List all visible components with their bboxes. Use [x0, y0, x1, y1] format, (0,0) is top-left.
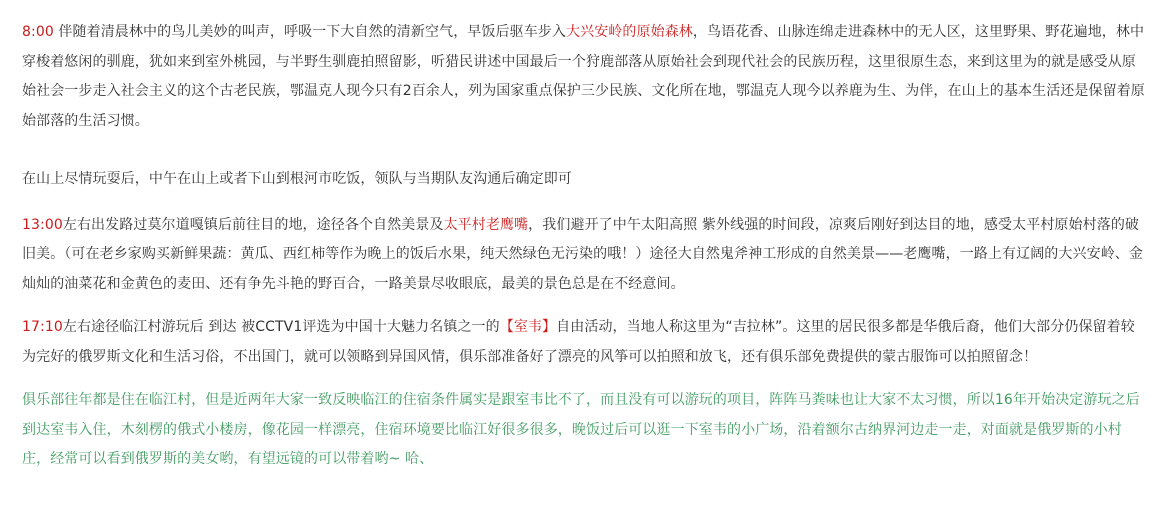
- time-label: 8:00: [22, 24, 54, 40]
- highlight-text: 【室韦】: [499, 319, 557, 335]
- time-label: 13:00: [22, 216, 63, 233]
- paragraph-morning: [22, 18, 1148, 136]
- paragraph-afternoon: [22, 211, 1148, 300]
- paragraph-text: ，我们避开了中午太阳高照 紫外线强的时间段，凉爽后刚好到达目的地，感受太平村原始村落的破旧美。（可在老乡家购买新鲜果蔬：黄瓜、西红柿等作为晚上的饭后水果，纯天然绿色无污染的哦！）途径大自然鬼斧神工形成的自然美景——老鹰嘴，一路上有辽阔的大兴安岭、金灿灿的油菜花和金黄色的麦田、还有争先斗艳的野百合，一路美景尽收眼底，最美的景色总是在不经意间。: [22, 216, 1143, 292]
- paragraph-text: 在山上尽情玩耍后，中午在山上或者下山到根河市吃饭，领队与当期队友沟通后确定即可: [22, 171, 572, 187]
- spacer: [22, 136, 1148, 165]
- spacer: [22, 195, 1148, 211]
- highlight-text: 大兴安岭的原始森林: [566, 24, 693, 40]
- paragraph-noon: [22, 165, 1148, 195]
- paragraph-text: 左右途径临江村游玩后 到达 被CCTV1评选为中国十大魅力名镇之一的: [62, 319, 500, 335]
- paragraph-text: 自由活动，当地人称这里为“吉拉林”。这里的居民很多都是华俄后裔，他们大部分仍保留着较为完好的俄罗斯文化和生活习俗，不出国门，就可以领略到异国风情，俱乐部准备好了漂亮的风筝可以拍照和放飞，还有俱乐部免费提供的蒙古服饰可以拍照留念！: [22, 319, 1135, 365]
- spacer: [22, 299, 1148, 313]
- paragraph-text: 俱乐部往年都是住在临江村，但是近两年大家一致反映临江的住宿条件属实是跟室韦比不了，而且没有可以游玩的项目，阵阵马粪味也让大家不太习惯，所以16年开始决定游玩之后到达室韦入住，木刻楞的俄式小楼房，像花园一样漂亮，住宿环境要比临江好很多很多，晚饭过后可以逛一下室韦的小广场，沿着额尔古纳界河边走一走，对面就是俄罗斯的小村庄，经常可以看到俄罗斯的美女哟，有望远镜的可以带着哟~ 哈、: [22, 392, 1140, 467]
- highlight-text: 太平村老鹰嘴: [443, 216, 529, 233]
- paragraph-text: ，鸟语花香、山脉连绵走进森林中的无人区，这里野果、野花遍地，林中穿梭着悠闲的驯鹿，犹如来到室外桃园，与半野生驯鹿拍照留影，听猎民讲述中国最后一个狩鹿部落从原始社会到现代社会的民族历程，这里很原生态，来到这里为的就是感受从原始社会一步走入社会主义的这个古老民族，鄂温克人现今只有2百余人，列为国家重点保护三少民族、文化所在地，鄂温克人现今以养鹿为生、为伴，在山上的基本生活还是保留着原始部落的生活习惯。: [22, 24, 1145, 129]
- paragraph-evening: [22, 313, 1148, 372]
- paragraph-text: 左右出发路过莫尔道嘎镇后前往目的地，途径各个自然美景及: [62, 216, 444, 233]
- paragraph-text: 伴随着清晨林中的鸟儿美妙的叫声，呼吸一下大自然的清新空气，早饭后驱车步入: [53, 24, 566, 40]
- spacer: [22, 372, 1148, 386]
- time-label: 17:10: [22, 319, 63, 335]
- paragraph-lodging-note: [22, 386, 1148, 475]
- itinerary-article: [22, 18, 1148, 475]
